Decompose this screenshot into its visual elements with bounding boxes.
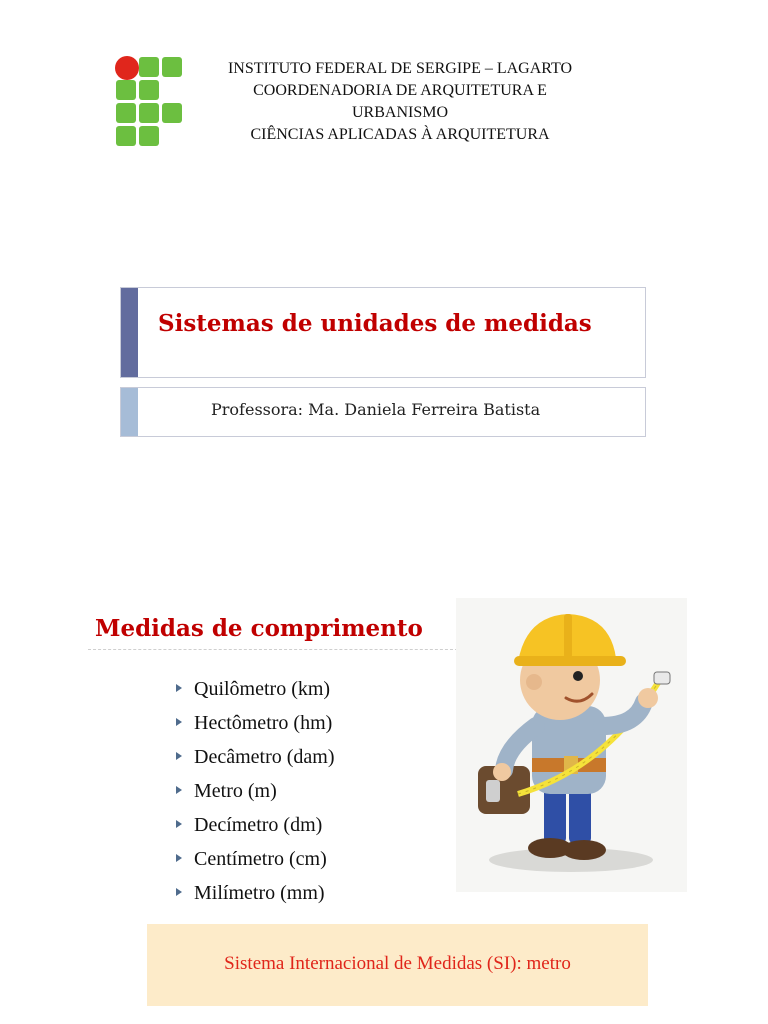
list-item: [176, 876, 334, 910]
title-box: [120, 287, 646, 378]
list-item: [176, 672, 334, 706]
unit-label: Quilômetro (km): [194, 678, 331, 700]
institution-line: COORDENADORIA DE ARQUITETURA E: [253, 82, 547, 99]
bullet-arrow-icon: [176, 786, 182, 794]
list-item: [176, 706, 334, 740]
si-note: Sistema Internacional de Medidas (SI): metro: [224, 953, 571, 974]
presentation-title: Sistemas de unidades de medidas: [158, 310, 592, 337]
bullet-arrow-icon: [176, 684, 182, 692]
unit-label: Milímetro (mm): [194, 882, 325, 904]
length-units-slide: [0, 560, 768, 1024]
unit-label: Decâmetro (dam): [194, 746, 335, 768]
title-divider: [88, 649, 458, 650]
bullet-arrow-icon: [176, 888, 182, 896]
subtitle-accent-bar: [121, 388, 138, 436]
title-accent-bar: [121, 288, 138, 377]
bullet-arrow-icon: [176, 820, 182, 828]
list-item: [176, 808, 334, 842]
bullet-arrow-icon: [176, 752, 182, 760]
list-item: [176, 740, 334, 774]
bullet-arrow-icon: [176, 718, 182, 726]
list-item: [176, 774, 334, 808]
presenter-name: Professora: Ma. Daniela Ferreira Batista: [211, 400, 541, 419]
unit-label: Metro (m): [194, 780, 277, 802]
units-list: [176, 672, 334, 910]
institution-line: CIÊNCIAS APLICADAS À ARQUITETURA: [250, 126, 550, 143]
bullet-arrow-icon: [176, 854, 182, 862]
institution-line: URBANISMO: [351, 104, 448, 121]
unit-label: Decímetro (dm): [194, 814, 323, 836]
unit-label: Centímetro (cm): [194, 848, 327, 870]
construction-worker-measuring-tape-icon: [456, 598, 687, 892]
si-note-box: [147, 924, 648, 1006]
institution-line: INSTITUTO FEDERAL DE SERGIPE – LAGARTO: [227, 60, 573, 77]
subtitle-box: [120, 387, 646, 437]
unit-label: Hectômetro (hm): [194, 712, 333, 734]
slide-title: Medidas de comprimento: [95, 615, 423, 642]
institution-header: [200, 58, 600, 146]
institute-logo-icon: [92, 50, 192, 150]
list-item: [176, 842, 334, 876]
